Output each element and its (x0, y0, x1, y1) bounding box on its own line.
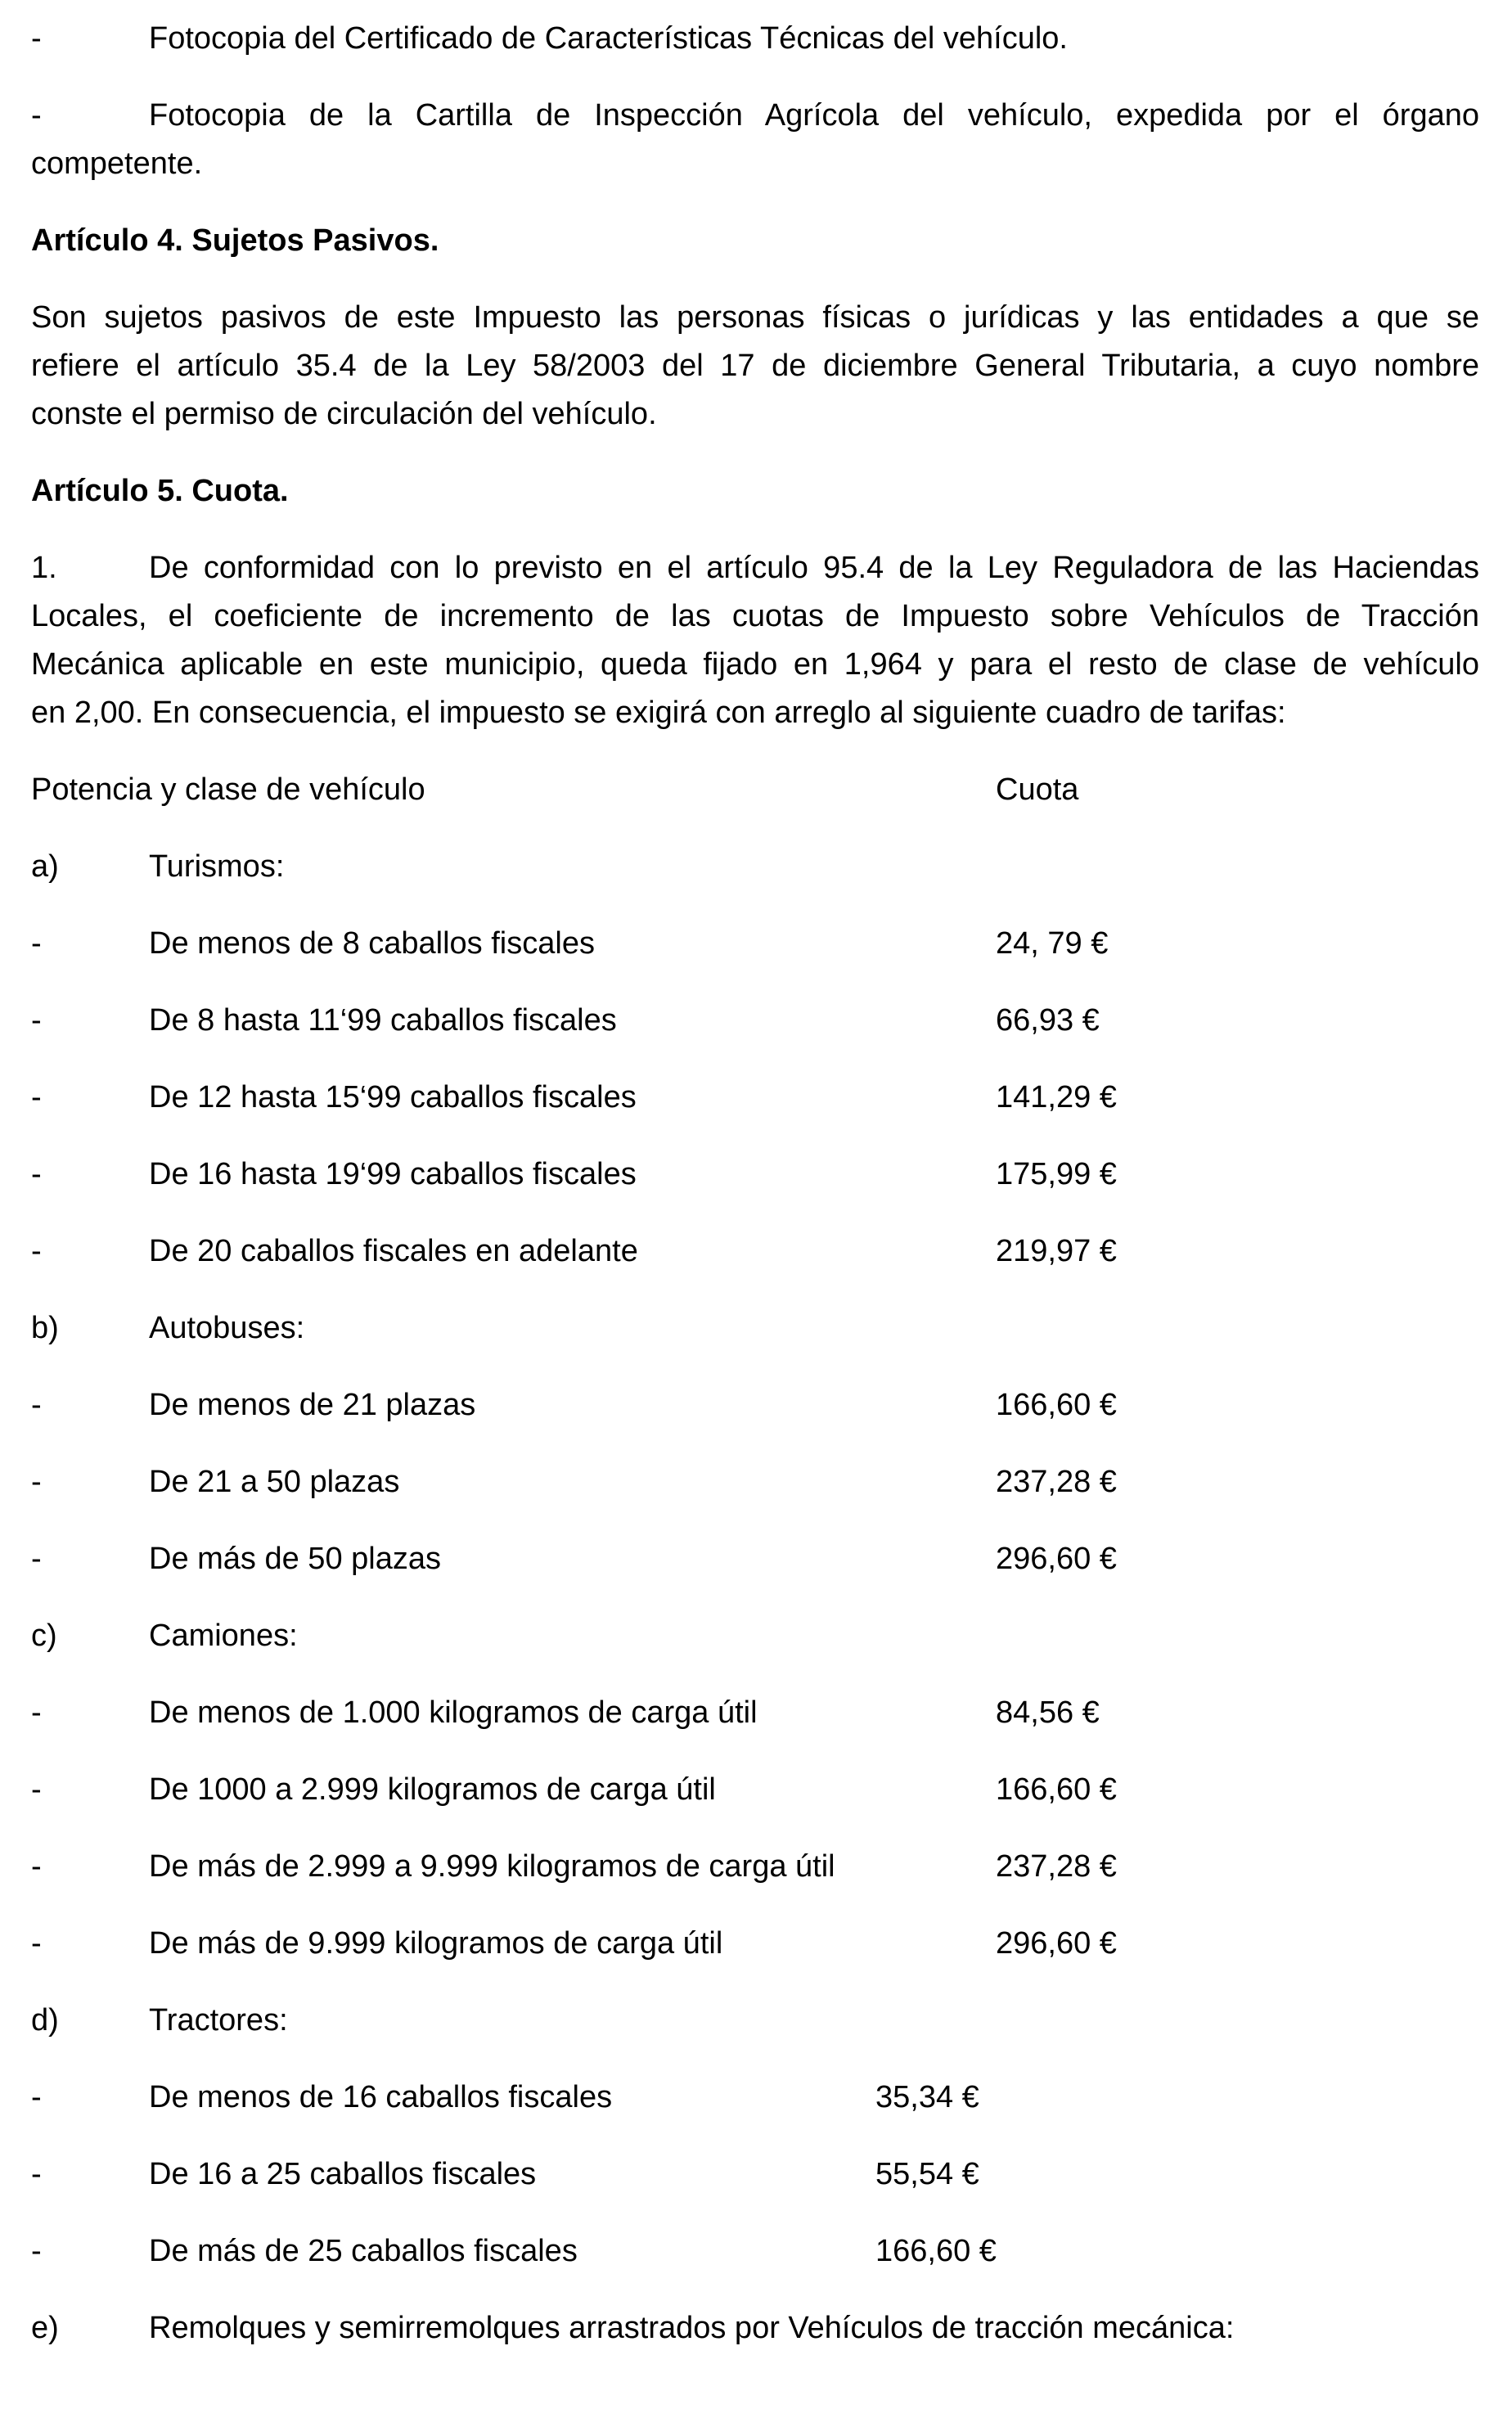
tariff-label: De 1000 a 2.999 kilogramos de carga útil (149, 1772, 716, 1807)
tariff-cuota: 166,60 € (996, 1388, 1117, 1422)
row-marker: - (31, 1695, 42, 1730)
section-letter: a) (31, 849, 59, 884)
row-marker: - (31, 1157, 42, 1191)
tariff-cuota: 141,29 € (996, 1080, 1117, 1114)
row-marker: - (31, 1234, 42, 1268)
tariff-label: De 8 hasta 11‘99 caballos fiscales (149, 1003, 617, 1038)
tariff-label: De menos de 21 plazas (149, 1388, 476, 1422)
bullet-text: Fotocopia del Certificado de Características Técnicas del vehículo. (149, 21, 1068, 56)
intro-bullet-2 (31, 92, 1479, 188)
row-marker: - (31, 1772, 42, 1807)
tariff-cuota: 219,97 € (996, 1234, 1117, 1268)
section-letter: b) (31, 1311, 59, 1345)
tariff-cuota: 84,56 € (996, 1695, 1100, 1730)
tariff-section-turismos (31, 843, 1479, 891)
tariff-label: De más de 2.999 a 9.999 kilogramos de carga útil (149, 1849, 835, 1884)
tariff-cuota: 24, 79 € (996, 926, 1109, 961)
tariff-row (31, 2227, 1479, 2276)
section-letter: e) (31, 2311, 59, 2345)
tariff-section-tractores (31, 1997, 1479, 2045)
tariff-cuota: 35,34 € (875, 2080, 979, 2114)
row-marker: - (31, 2080, 42, 2114)
row-marker: - (31, 1542, 42, 1576)
section-title: Remolques y semirremolques arrastrados por Vehículos de tracción mecánica: (149, 2311, 1235, 2345)
section-letter: c) (31, 1619, 57, 1653)
tariff-section-autobuses (31, 1304, 1479, 1353)
paragraph-line: conste el permiso de circulación del vehículo. (31, 397, 657, 431)
row-marker: - (31, 1849, 42, 1884)
tariff-row (31, 1074, 1479, 1122)
row-marker: - (31, 1080, 42, 1114)
tariff-label: De menos de 1.000 kilogramos de carga útil (149, 1695, 758, 1730)
tariff-row (31, 1381, 1479, 1430)
row-marker: - (31, 1926, 42, 1961)
tariff-row (31, 997, 1479, 1045)
bullet-text-line: competente. (31, 146, 203, 181)
tariff-cuota: 237,28 € (996, 1849, 1117, 1884)
paragraph-line: Son sujetos pasivos de este Impuesto las personas físicas o jurídicas y las entidades a que se (31, 300, 1479, 335)
tariff-section-camiones (31, 1612, 1479, 1660)
tariff-cuota: 166,60 € (996, 1772, 1117, 1807)
section-title: Autobuses: (149, 1311, 305, 1345)
intro-bullet-1 (31, 15, 1479, 63)
paragraph-line: en 2,00. En consecuencia, el impuesto se exigirá con arreglo al siguiente cuadro de tarifas: (31, 696, 1286, 730)
tariff-row (31, 1843, 1479, 1891)
tariff-row (31, 1766, 1479, 1814)
tariff-label: De más de 25 caballos fiscales (149, 2234, 578, 2268)
paragraph-articulo-4 (31, 294, 1479, 439)
bullet-marker: - (31, 98, 42, 133)
section-title: Turismos: (149, 849, 285, 884)
tariff-cuota: 175,99 € (996, 1157, 1117, 1191)
section-title: Camiones: (149, 1619, 298, 1653)
tariff-row (31, 2074, 1479, 2122)
section-letter: d) (31, 2003, 59, 2038)
tariff-row (31, 1227, 1479, 1276)
tariff-label: De más de 50 plazas (149, 1542, 441, 1576)
tariff-label: De 20 caballos fiscales en adelante (149, 1234, 638, 1268)
tariff-row (31, 1689, 1479, 1737)
tariff-section-remolques (31, 2304, 1479, 2353)
row-marker: - (31, 2157, 42, 2191)
tariff-row (31, 1920, 1479, 1968)
tariff-table-header (31, 766, 1479, 814)
bullet-marker: - (31, 21, 42, 56)
row-marker: - (31, 1003, 42, 1038)
paragraph-line: refiere el artículo 35.4 de la Ley 58/2003 del 17 de diciembre General Tributaria, a cuyo nombre (31, 349, 1479, 383)
tariff-label: De 12 hasta 15‘99 caballos fiscales (149, 1080, 637, 1114)
tariff-cuota: 237,28 € (996, 1465, 1117, 1499)
tariff-row (31, 1458, 1479, 1506)
tariff-row (31, 1535, 1479, 1583)
tariff-label: De 16 a 25 caballos fiscales (149, 2157, 537, 2191)
row-marker: - (31, 926, 42, 961)
heading-articulo-5: Artículo 5. Cuota. (31, 474, 289, 508)
tariff-label: De 21 a 50 plazas (149, 1465, 400, 1499)
tariff-cuota: 166,60 € (875, 2234, 997, 2268)
column-header-potencia: Potencia y clase de vehículo (31, 772, 425, 807)
heading-articulo-4: Artículo 4. Sujetos Pasivos. (31, 223, 439, 258)
bullet-text-line: Fotocopia de la Cartilla de Inspección Agrícola del vehículo, expedida por el órgano (149, 98, 1479, 133)
list-number: 1. (31, 551, 57, 585)
column-header-cuota: Cuota (996, 772, 1079, 807)
tariff-label: De 16 hasta 19‘99 caballos fiscales (149, 1157, 637, 1191)
paragraph-line: De conformidad con lo previsto en el artículo 95.4 de la Ley Reguladora de las Haciendas (149, 551, 1479, 585)
tariff-cuota: 55,54 € (875, 2157, 979, 2191)
tariff-row (31, 920, 1479, 968)
tariff-label: De menos de 16 caballos fiscales (149, 2080, 613, 2114)
paragraph-line: Locales, el coeficiente de incremento de las cuotas de Impuesto sobre Vehículos de Tracción (31, 599, 1479, 633)
paragraph-articulo-5 (31, 544, 1479, 737)
tariff-cuota: 296,60 € (996, 1926, 1117, 1961)
paragraph-line: Mecánica aplicable en este municipio, queda fijado en 1,964 y para el resto de clase de vehículo (31, 647, 1479, 682)
section-title: Tractores: (149, 2003, 288, 2038)
row-marker: - (31, 1388, 42, 1422)
tariff-label: De más de 9.999 kilogramos de carga útil (149, 1926, 723, 1961)
row-marker: - (31, 1465, 42, 1499)
tariff-label: De menos de 8 caballos fiscales (149, 926, 595, 961)
tariff-cuota: 66,93 € (996, 1003, 1100, 1038)
tariff-row (31, 2150, 1479, 2199)
tariff-cuota: 296,60 € (996, 1542, 1117, 1576)
tariff-row (31, 1150, 1479, 1199)
row-marker: - (31, 2234, 42, 2268)
